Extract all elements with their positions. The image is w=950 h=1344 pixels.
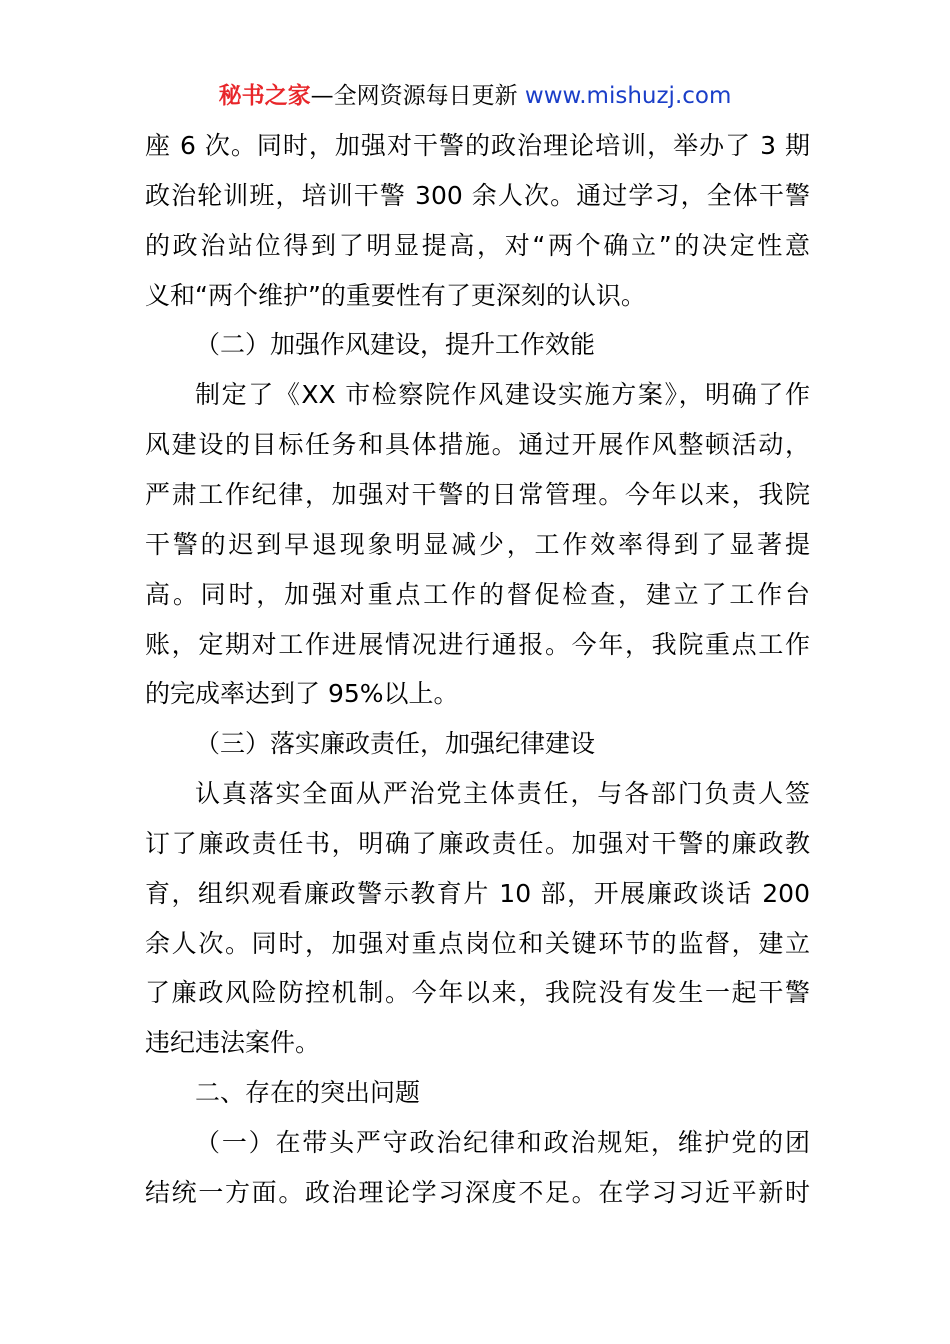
section-heading: （二）加强作风建设，提升工作效能 xyxy=(195,330,596,359)
text-line: 风建设的目标任务和具体措施。通过开展作风整顿活动， xyxy=(145,430,810,459)
site-brand: 秘书之家 xyxy=(218,83,311,109)
text-line: 违纪违法案件。 xyxy=(145,1028,321,1057)
text-line: 的政治站位得到了明显提高，对“两个确立”的决定性意 xyxy=(145,231,810,260)
text-line: 结统一方面。政治理论学习深度不足。在学习习近平新时 xyxy=(145,1178,810,1207)
text-line: 政治轮训班，培训干警 300 余人次。通过学习，全体干警 xyxy=(145,181,810,210)
text-line: 座 6 次。同时，加强对干警的政治理论培训，举办了 3 期 xyxy=(145,131,810,160)
paragraph-first-line: （一）在带头严守政治纪律和政治规矩，维护党的团 xyxy=(195,1128,810,1157)
text-line: 了廉政风险防控机制。今年以来，我院没有发生一起干警 xyxy=(145,978,810,1007)
chapter-heading: 二、存在的突出问题 xyxy=(195,1078,421,1107)
text-line: 余人次。同时，加强对重点岗位和关键环节的监督，建立 xyxy=(145,929,810,958)
text-line: 严肃工作纪律，加强对干警的日常管理。今年以来，我院 xyxy=(145,480,810,509)
text-line: 账，定期对工作进展情况进行通报。今年，我院重点工作 xyxy=(145,630,810,659)
text-line: 义和“两个维护”的重要性有了更深刻的认识。 xyxy=(145,281,646,310)
paragraph-first-line: 认真落实全面从严治党主体责任，与各部门负责人签 xyxy=(195,779,810,808)
site-tagline: —全网资源每日更新 xyxy=(310,83,525,109)
paragraph-first-line: 制定了《XX 市检察院作风建设实施方案》，明确了作 xyxy=(195,380,810,409)
text-line: 干警的迟到早退现象明显减少，工作效率得到了显著提 xyxy=(145,530,810,559)
section-heading: （三）落实廉政责任，加强纪律建设 xyxy=(195,729,596,758)
text-line: 订了廉政责任书，明确了廉政责任。加强对干警的廉政教 xyxy=(145,829,810,858)
text-line: 高。同时，加强对重点工作的督促检查，建立了工作台 xyxy=(145,580,810,609)
text-line: 的完成率达到了 95%以上。 xyxy=(145,679,459,708)
site-url[interactable]: www.mishuzj.com xyxy=(524,83,732,109)
site-header xyxy=(0,80,950,112)
text-line: 育，组织观看廉政警示教育片 10 部，开展廉政谈话 200 xyxy=(145,879,810,908)
